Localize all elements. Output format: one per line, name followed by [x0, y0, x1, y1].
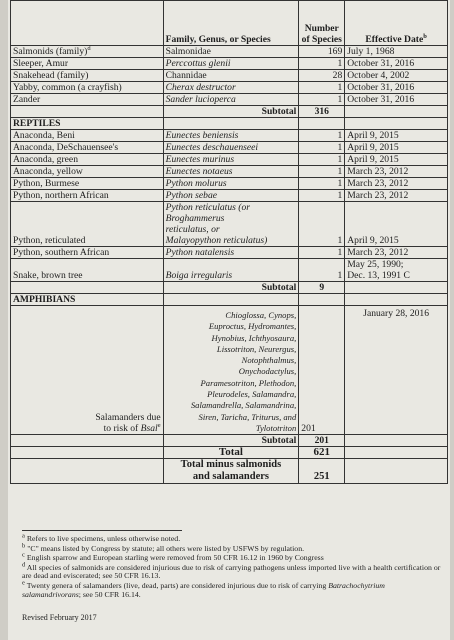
table-row: Yabby, common (a crayfish) Cherax destructor 1 October 31, 2016	[11, 82, 448, 94]
table-row: Python, northern African Python sebae 1 March 23, 2012	[11, 190, 448, 202]
amphibians-section-row: AMPHIBIANS	[11, 294, 448, 306]
table-row: Snakehead (family) Channidae 28 October 4, 2002	[11, 70, 448, 82]
reptile-subtotal-row: Subtotal 9	[11, 282, 448, 294]
amphibian-subtotal-row: Subtotal 201	[11, 435, 448, 447]
header-effective-date: Effective Date$^b$	[345, 1, 448, 46]
salamander-genera-list: Chioglossa, Cynops, Euproctus, Hydromantes, Hynobius, Ichthyosaura, Lissotriton, Neurergus, Notophthalmus, Onychodactylus, Paramesotriton, Plethodon, Pleurodeles, Salamandra, Salamandrella, Salamandrina, Siren, Taricha, Triturus, and Tylototriton	[163, 306, 299, 435]
reptile-rows	[11, 130, 448, 202]
header-common-name	[11, 1, 164, 46]
table-row: Zander Sander lucioperca 1 October 31, 2016	[11, 94, 448, 106]
table-row: Anaconda, green Eunectes murinus 1 April 9, 2015	[11, 154, 448, 166]
injurious-species-table	[10, 0, 448, 484]
revision-note: Revised February 2017	[22, 613, 97, 622]
total-row: Total 621	[11, 447, 448, 459]
footnote-d: $^d$ All species of salmonids are considered injurious due to risk of carrying pathogens unless imported live with a health certification or are dead and eviscerated; see 50 CFR 16.13.	[22, 561, 441, 581]
footnote-c: $^c$ English sparrow and European starling were removed from 50 CFR 16.12 in 1960 by Congress	[22, 551, 324, 563]
table-row-reticulated-python: Python, reticulated Python reticulatus (or Broghammerus reticulatus, or Malayopython reticulatus) 1 April 9, 2015	[11, 202, 448, 247]
header-family-genus-species: Family, Genus, or Species	[163, 1, 299, 46]
table-row: Python, Burmese Python molurus 1 March 23, 2012	[11, 178, 448, 190]
footnote-b: $^b$ "C" means listed by Congress by statute; all others were listed by USFWS by regulation.	[22, 542, 305, 553]
footnote-e: $^e$ Twenty genera of salamanders (live, dead, parts) are considered injurious due to risk of carrying Batrachochytrium salamandrivorans; see 50 CFR 16.14.	[22, 579, 385, 599]
table-row: Anaconda, Beni Eunectes beniensis 1 April 9, 2015	[11, 130, 448, 142]
table-row: Anaconda, yellow Eunectes notaeus 1 March 23, 2012	[11, 166, 448, 178]
table-row-salamanders: Salamanders due to risk of Bsal$^e$ Chioglossa, Cynops, Euproctus, Hydromantes, Hynobius, Ichthyosaura, Lissotriton, Neurergus, Notophthalmus, Onychodactylus, Paramesotriton, Plethodon, Pleurodeles, Salamandra, Salamandrella, Salamandrina, Siren, Taricha, Triturus, and Tylototriton 201 January 28, 2016	[11, 306, 448, 435]
footnote-a: $^a$ Refers to live specimens, unless otherwise noted.	[22, 532, 181, 543]
table-header-row	[11, 1, 448, 46]
table-row: Anaconda, DeSchauensee's Eunectes deschauenseei 1 April 9, 2015	[11, 142, 448, 154]
fish-rows	[11, 46, 448, 106]
header-number-of-species: Number of Species	[299, 1, 345, 46]
table-row: Sleeper, Amur Perccottus glenii 1 October 31, 2016	[11, 58, 448, 70]
table-row-brown-tree-snake: Snake, brown tree Boiga irregularis 1 May 25, 1990; Dec. 13, 1991 C	[11, 259, 448, 282]
footnote-divider	[22, 530, 182, 531]
total-minus-row: Total minus salmonids and salamanders 251	[11, 459, 448, 484]
table-row: Salmonids (family)$^d$ Salmonidae 169 July 1, 1968	[11, 46, 448, 58]
footnotes	[22, 530, 442, 600]
reptiles-section-row: REPTILES	[11, 118, 448, 130]
table-row-southern-african-python: Python, southern African Python natalensis 1 March 23, 2012	[11, 247, 448, 259]
fish-subtotal-row: Subtotal 316	[11, 106, 448, 118]
